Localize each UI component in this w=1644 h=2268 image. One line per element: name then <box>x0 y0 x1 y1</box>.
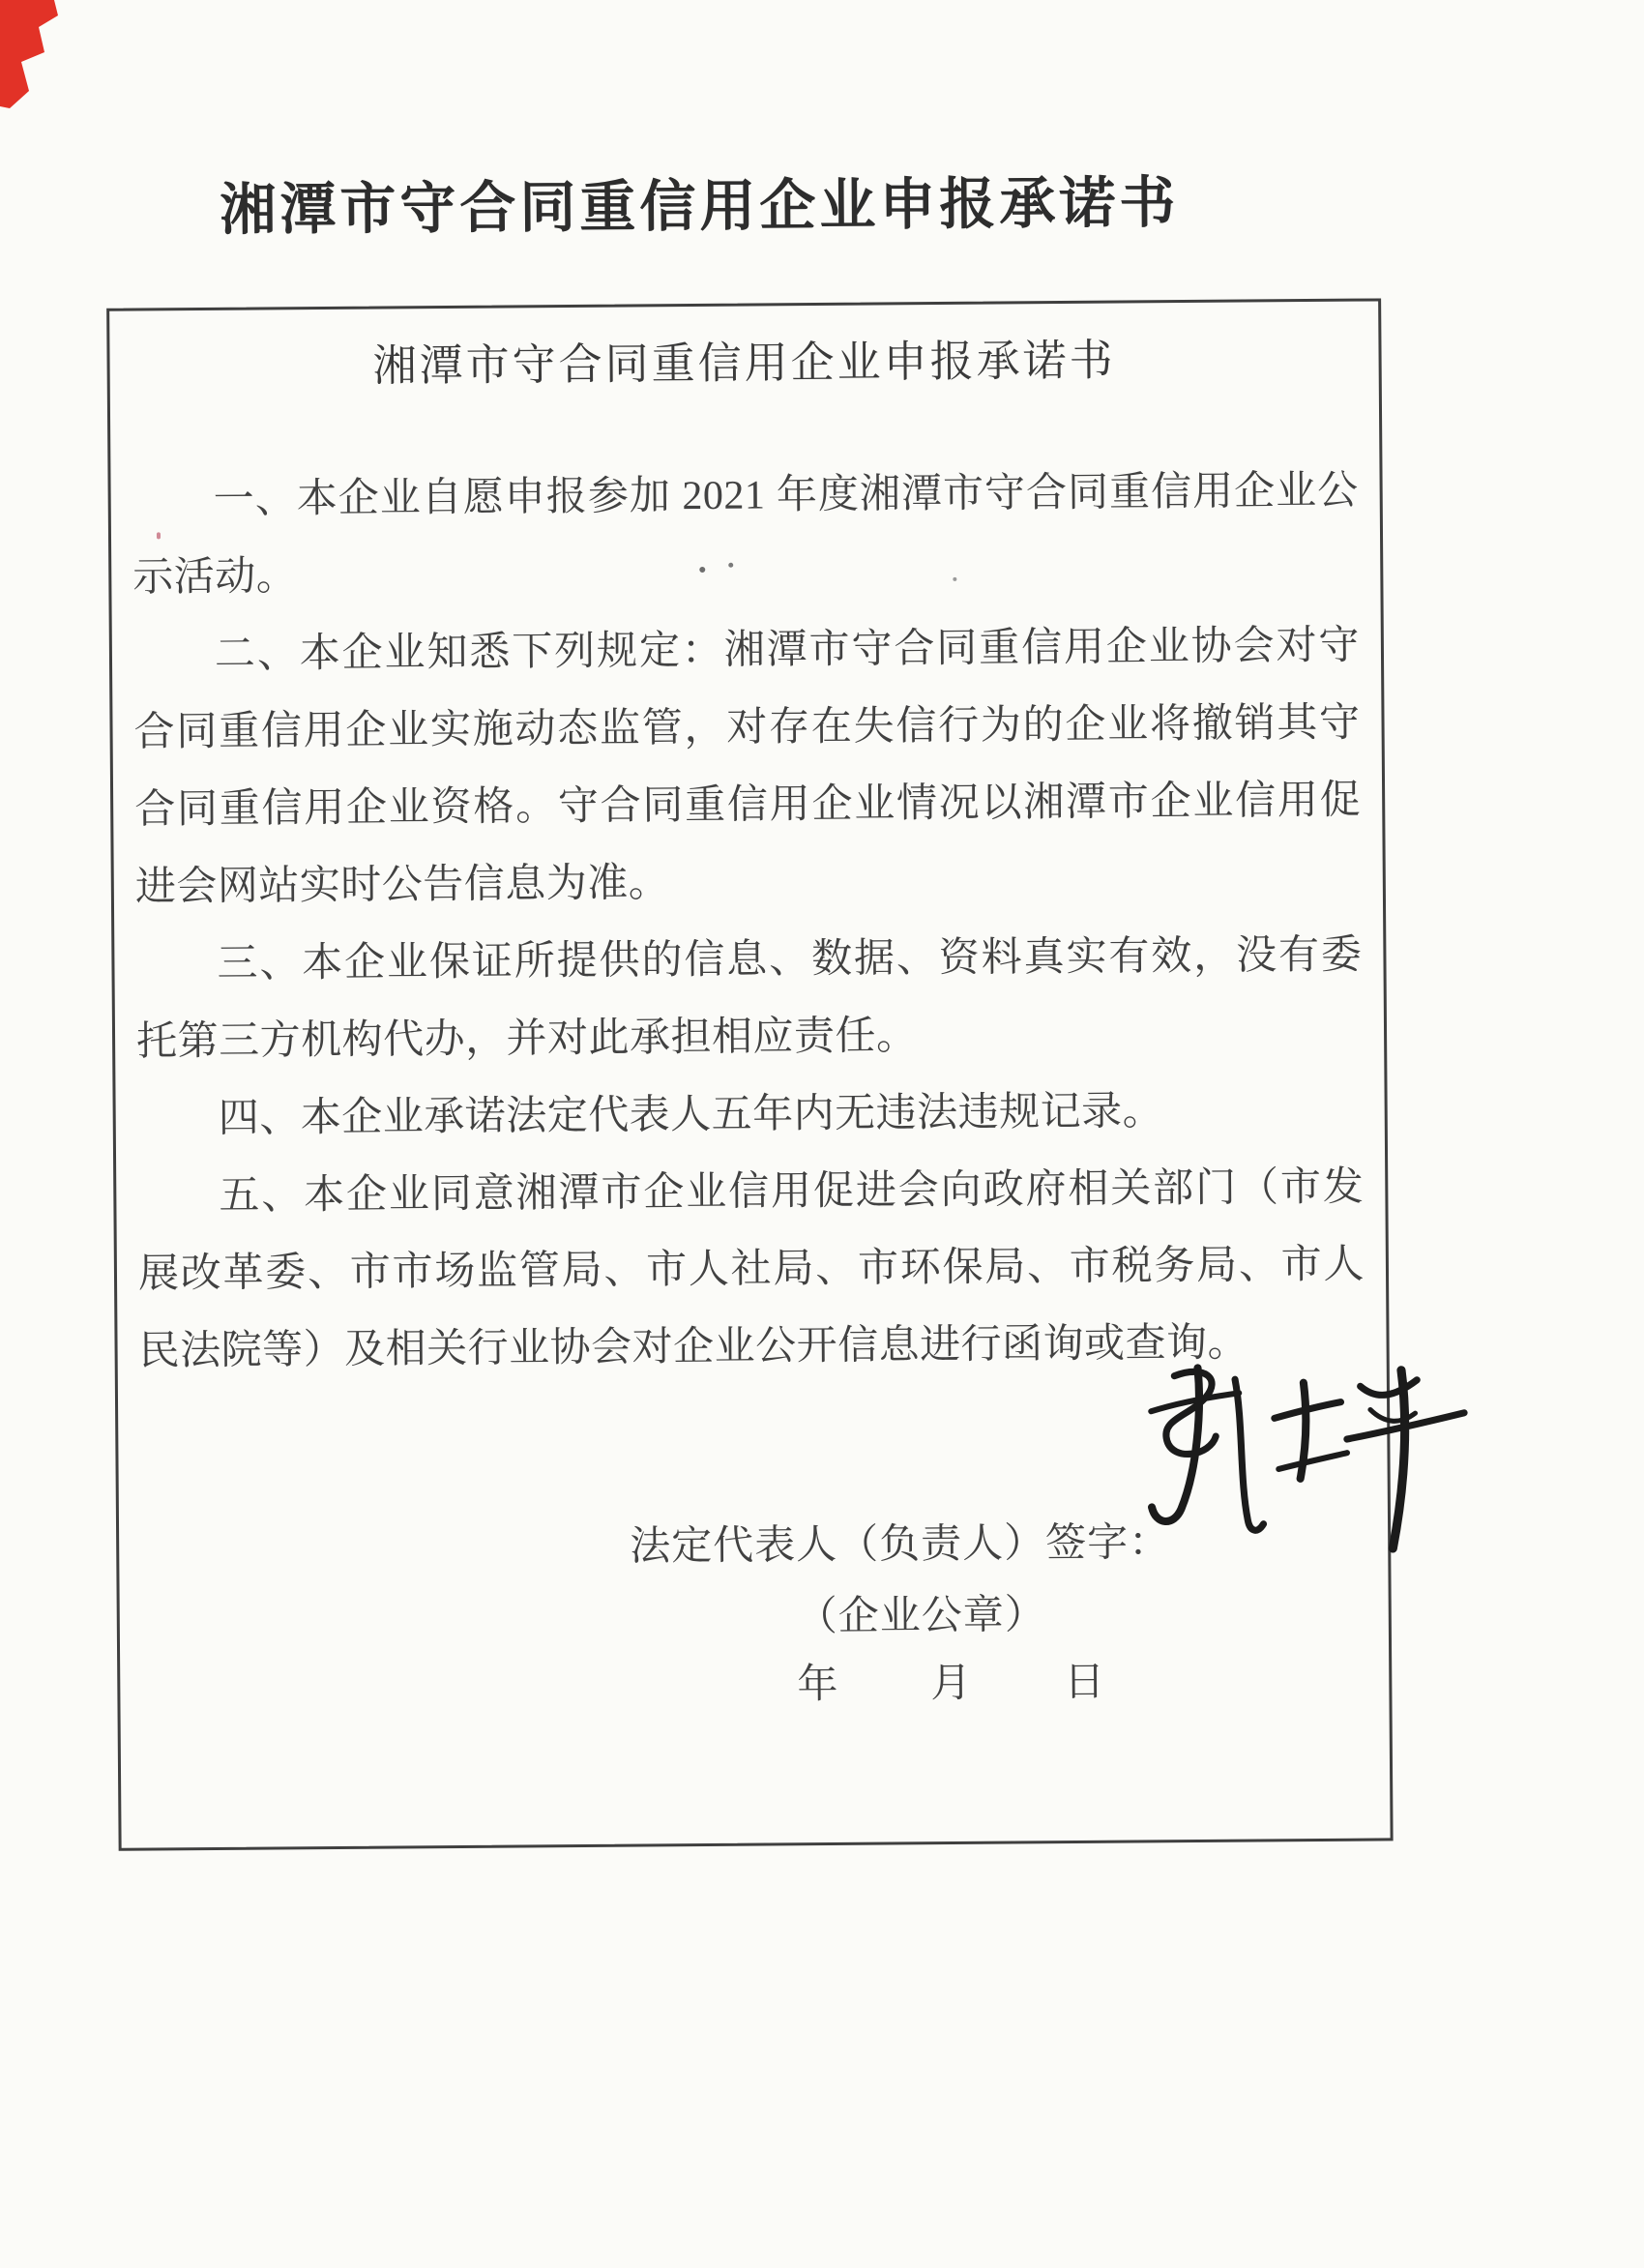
seal-label: （企业公章） <box>796 1593 1046 1640</box>
paragraph-3: 三、本企业保证所提供的信息、数据、资料真实有效，没有委托第三方机构代办，并对此承担相应责任。 <box>135 932 1363 1065</box>
inner-title: 湘潭市守合同重信用企业申报承诺书 <box>372 336 1116 391</box>
date-line: 年 月 日 <box>797 1660 1109 1708</box>
scan-speck <box>699 567 705 573</box>
scan-speck <box>728 563 733 568</box>
paragraph-4: 四、本企业承诺法定代表人五年内无违法违规记录。 <box>218 1089 1164 1141</box>
scan-speck <box>157 532 161 539</box>
paragraph-2: 二、本企业知悉下列规定：湘潭市守合同重信用企业协会对守合同重信用企业实施动态监管，对存在失信行为的企业将撤销其守合同重信用企业资格。守合同重信用企业情况以湘潭市企业信用促进会网站实时公告信息为准。 <box>133 623 1362 910</box>
handwritten-signature <box>1137 1351 1472 1567</box>
signatory-label: 法定代表人（负责人）签字： <box>630 1520 1171 1570</box>
body-paragraphs <box>110 452 1386 1390</box>
page-title: 湘潭市守合同重信用企业申报承诺书 <box>220 171 1180 242</box>
commitment-box <box>106 298 1393 1850</box>
paragraph-5: 五、本企业同意湘潭市企业信用促进会向政府相关部门（市发展改革委、市市场监管局、市人社局、市环保局、市税务局、市人民法院等）及相关行业协会对企业公开信息进行函询或查询。 <box>137 1164 1365 1374</box>
scan-speck <box>953 577 956 581</box>
paragraph-1: 一、本企业自愿申报参加 2021 年度湘潭市守合同重信用企业公示活动。 <box>132 468 1359 601</box>
red-scan-mark <box>0 0 68 111</box>
